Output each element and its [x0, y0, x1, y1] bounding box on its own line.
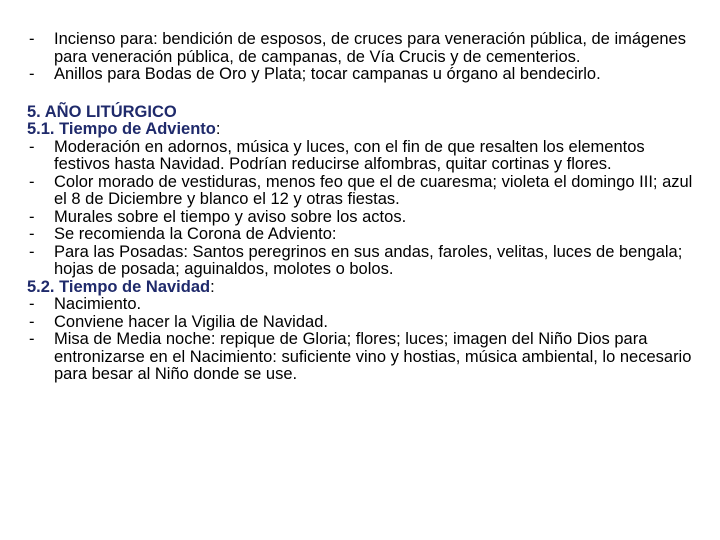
list-item-nacimiento: [27, 296, 695, 314]
list-item-text: Conviene hacer la Vigilia de Navidad.: [54, 312, 328, 331]
bullet-dash: -: [29, 312, 35, 331]
list-item-murales: [27, 209, 695, 227]
list-item-vigilia: [27, 314, 695, 332]
list-item-incienso: [27, 31, 695, 66]
list-item-text: Se recomienda la Corona de Adviento:: [54, 225, 337, 243]
bullet-dash: -: [29, 330, 35, 348]
spacer: [27, 84, 695, 104]
list-item-text: Misa de Media noche: repique de Gloria; flores; luces; imagen del Niño Dios para entronizarse en el Nacimiento: suficiente vino y hostias, música ambiental, lo necesario para besar al Niño donde se use.: [54, 330, 692, 383]
bullet-dash: -: [29, 30, 35, 48]
subsection-colon: :: [210, 277, 215, 296]
bullet-dash: -: [29, 65, 35, 83]
subsection-title-adviento: [27, 121, 695, 139]
list-item-text: Para las Posadas: Santos peregrinos en sus andas, faroles, velitas, luces de bengala; hojas de posada; aguinaldos, molotes o bolos.: [54, 242, 683, 278]
document-body: [27, 31, 695, 384]
list-item-color-morado: [27, 174, 695, 209]
subsection-title-navidad: [27, 279, 695, 297]
list-item-moderacion: [27, 139, 695, 174]
bullet-dash: -: [29, 295, 35, 313]
list-item-misa: [27, 331, 695, 384]
bullet-dash: -: [29, 137, 35, 156]
subsection-colon: :: [215, 120, 221, 138]
list-item-corona: [27, 226, 695, 244]
bullet-dash: -: [29, 172, 35, 191]
list-item-text: Incienso para: bendición de esposos, de cruces para veneración pública, de imágenes para veneración pública, de campanas, de Vía Crucis y de cementerios.: [54, 30, 686, 66]
list-item-anillos: [27, 66, 695, 84]
subsection-title-text: 5.1. Tiempo de Adviento: [27, 120, 216, 138]
list-item-text: Moderación en adornos, música y luces, con el fin de que resalten los elementos festivos hasta Navidad. Podrían reducirse alfombras, quitar cortinas y flores.: [54, 137, 645, 173]
list-item-text: Nacimiento.: [54, 295, 142, 313]
bullet-dash: -: [29, 225, 35, 243]
bullet-dash: -: [29, 207, 35, 226]
section-title: 5. AÑO LITÚRGICO: [27, 102, 177, 121]
bullet-dash: -: [29, 242, 35, 261]
list-item-posadas: [27, 244, 695, 279]
list-item-text: Anillos para Bodas de Oro y Plata; tocar campanas u órgano al bendecirlo.: [54, 65, 601, 83]
list-item-text: Murales sobre el tiempo y aviso sobre los actos.: [54, 207, 407, 226]
list-item-text: Color morado de vestiduras, menos feo que el de cuaresma; violeta el domingo III; azul el 8 de Diciembre y blanco el 12 y otras fiestas.: [54, 172, 693, 208]
subsection-title-text: 5.2. Tiempo de Navidad: [27, 277, 211, 296]
